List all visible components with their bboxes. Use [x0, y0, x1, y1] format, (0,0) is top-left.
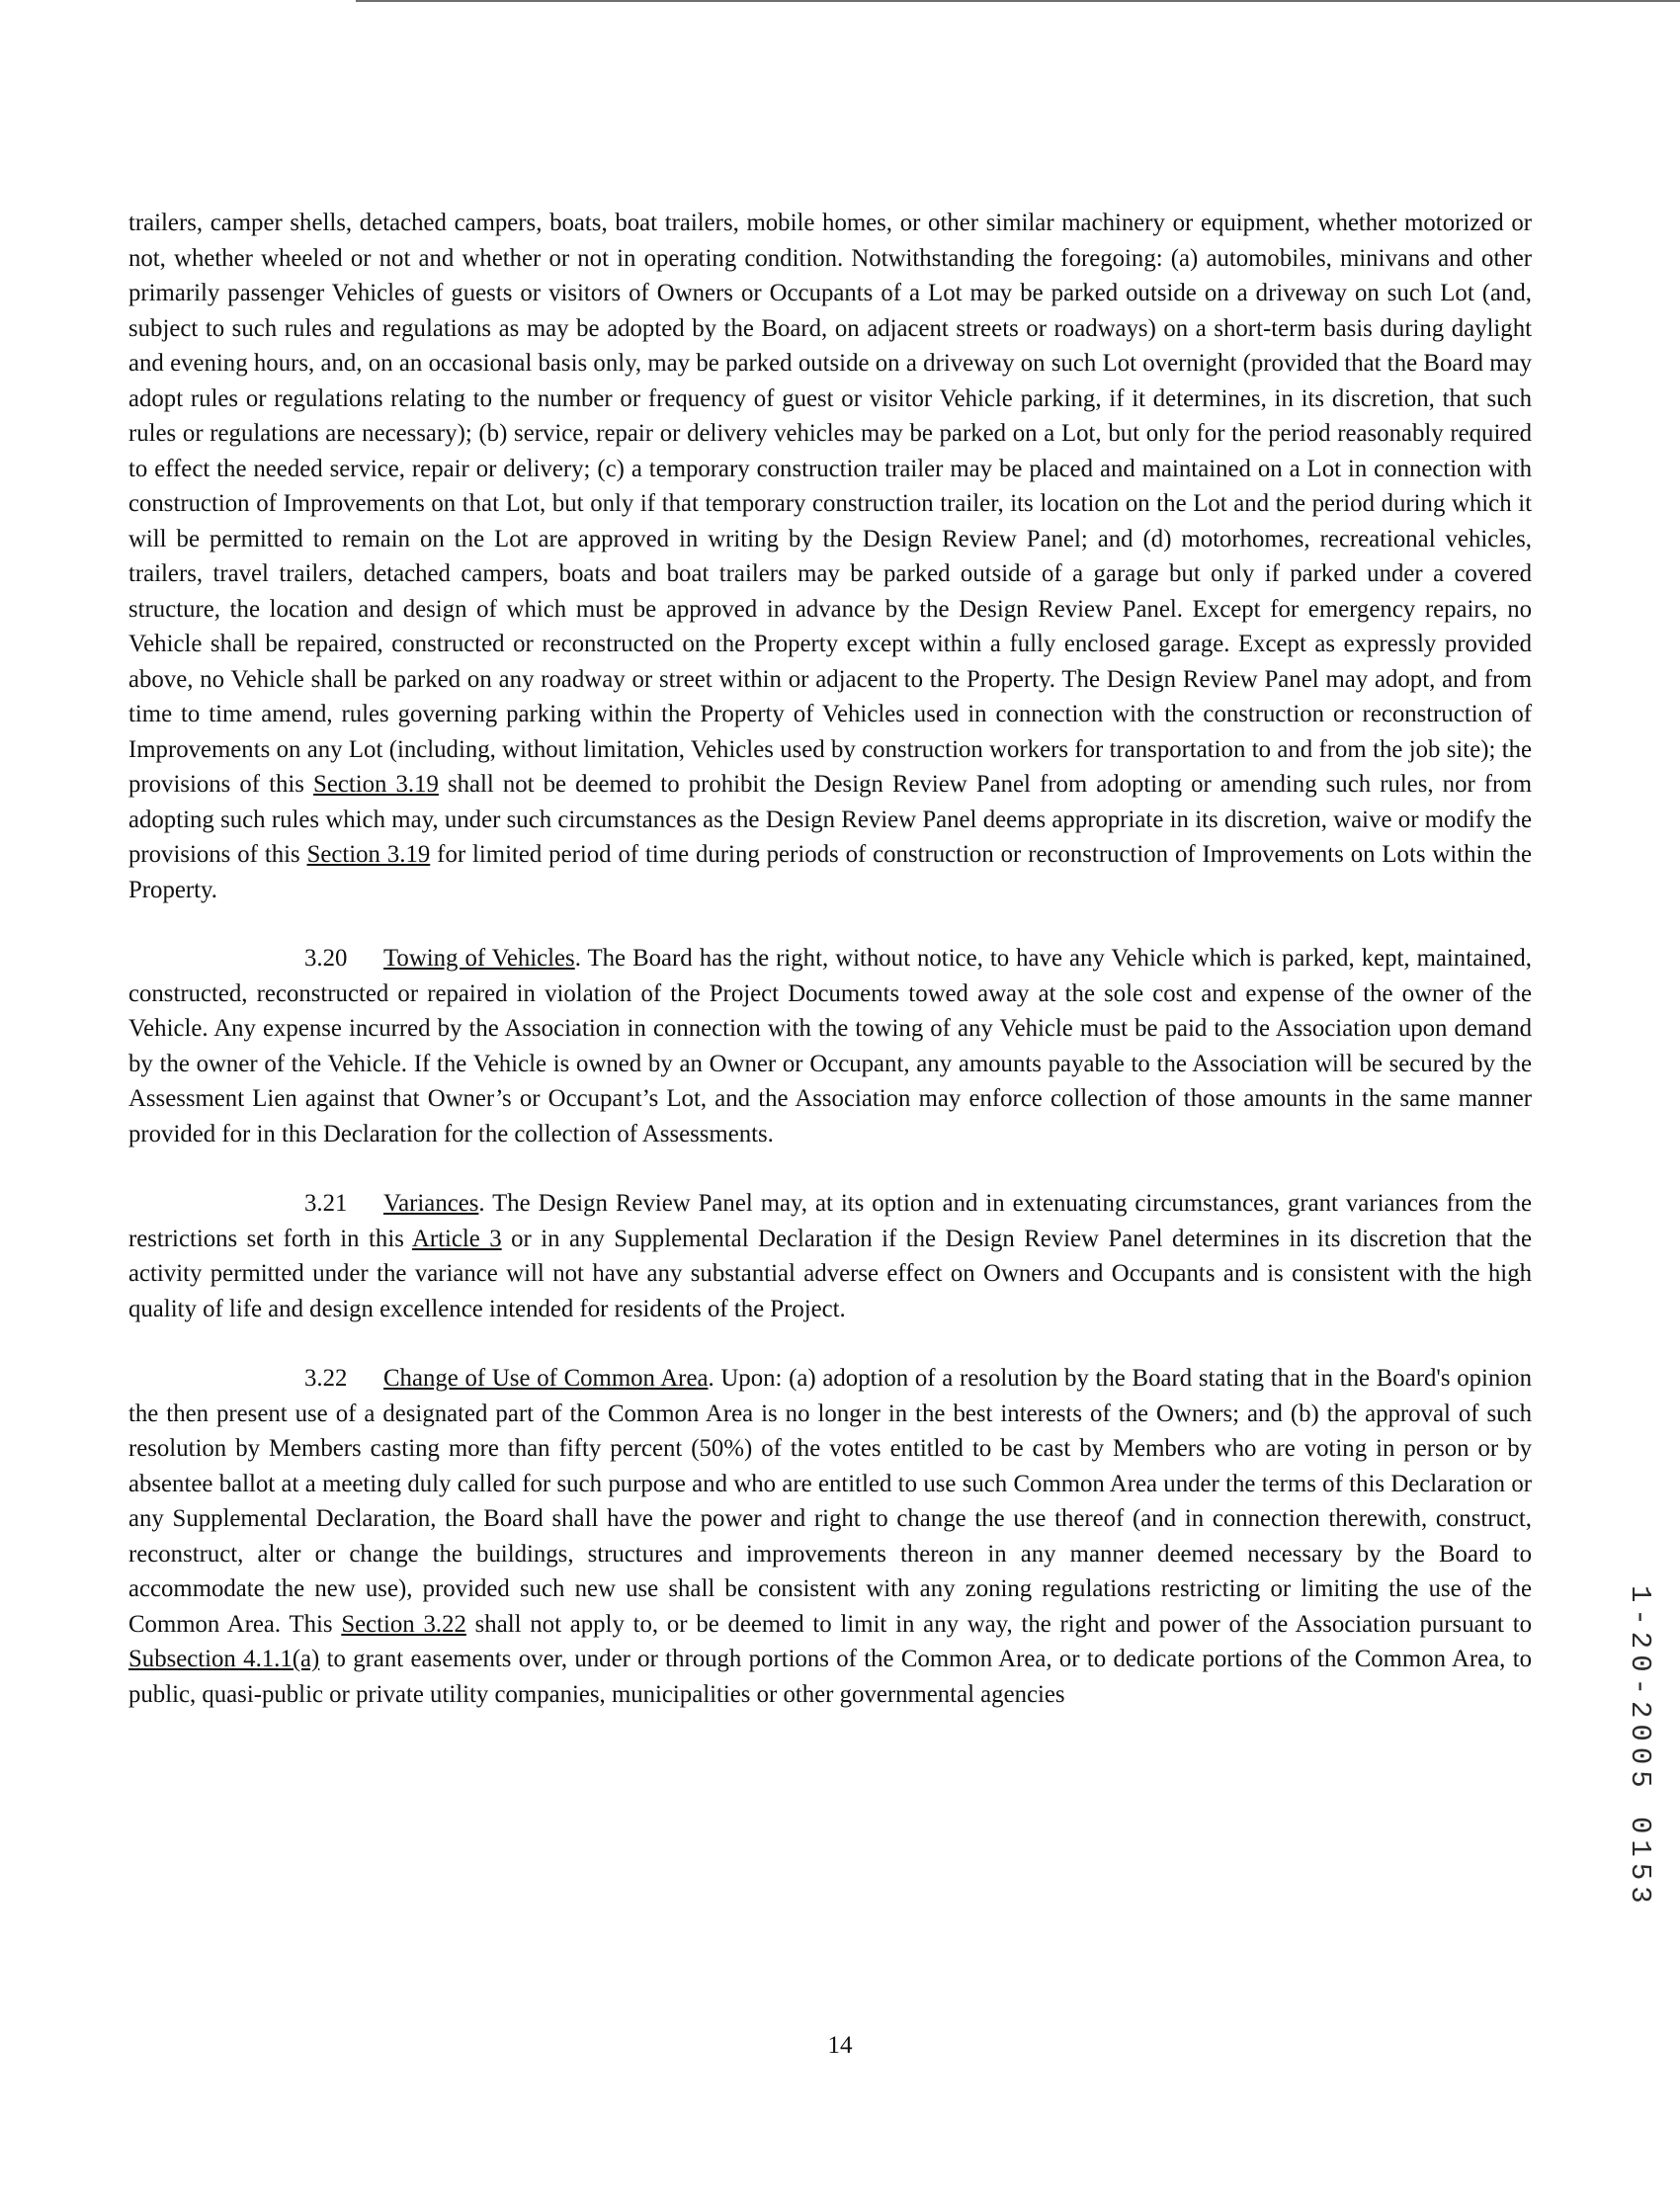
section-text: to grant easements over, under or through portions of the Common Area, or to dedicate portions of the Common Area, to public, quasi-public or private utility companies, municipalities or other governmental agencies [128, 1646, 1532, 1708]
document-body [128, 206, 1532, 1746]
section-heading: Change of Use of Common Area [383, 1365, 709, 1392]
section-3-20 [128, 941, 1532, 1151]
article-reference: Article 3 [411, 1225, 502, 1252]
section-text: shall not apply to, or be deemed to limit in any way, the right and power of the Association pursuant to [465, 1610, 1532, 1638]
section-reference: Section 3.22 [341, 1610, 466, 1638]
paragraph-text: shall not be deemed to prohibit the Design Review Panel from adopting or amending such rules, nor from adopting such rules which may, under such circumstances as the Design Review Panel deems appropriate in its discretion, waive or modify the provisions of this [128, 771, 1532, 868]
section-number: 3.22 [304, 1365, 348, 1392]
section-text: or in any Supplemental Declaration if the Design Review Panel determines in its discretion that the activity permitted under the variance will not have any substantial adverse effect on Owners and Occupants and is consistent with the high quality of life and design excellence intended for residents of the Project. [128, 1225, 1532, 1322]
paragraph-text: for limited period of time during periods of construction or reconstruction of Improvements on Lots within the Property. [128, 841, 1532, 903]
paragraph-text: trailers, camper shells, detached campers, boats, boat trailers, mobile homes, or other similar machinery or equipment, whether motorized or not, whether wheeled or not and whether or not in operating condition. Notwithstanding the foregoing: (a) automobiles, minivans and other primarily passenger Vehicles of guests or visitors of Owners or Occupants of a Lot may be parked outside on a driveway on such Lot (and, subject to such rules and regulations as may be adopted by the Board, on adjacent streets or roadways) on a short-term basis during daylight and evening hours, and, on an occasional basis only, may be parked outside on a driveway on such Lot overnight (provided that the Board may adopt rules or regulations relating to the number or frequency of guest or visitor Vehicle parking, if it determines, in its discretion, that such rules or regulations are necessary); (b) service, repair or delivery vehicles may be parked on a Lot, but only for the period reasonably required to effect the needed service, repair or delivery; (c) a temporary construction trailer may be placed and maintained on a Lot in connection with construction of Improvements on that Lot, but only if that temporary construction trailer, its location on the Lot and the period during which it will be permitted to remain on the Lot are approved in writing by the Design Review Panel; and (d) motorhomes, recreational vehicles, trailers, travel trailers, detached campers, boats and boat trailers may be parked outside of a garage but only if parked under a covered structure, the location and design of which must be approved in advance by the Design Review Panel. Except for emergency repairs, no Vehicle shall be repaired, constructed or reconstructed on the Property except within a fully enclosed garage. Except as expressly provided above, no Vehicle shall be parked on any roadway or street within or adjacent to the Property. The Design Review Panel may adopt, and from time to time amend, rules governing parking within the Property of Vehicles used in connection with the construction or reconstruction of Improvements on any Lot (including, without limitation, Vehicles used by construction workers for transportation to and from the job site); the provisions of this [128, 210, 1532, 798]
page-number: 14 [827, 2032, 853, 2059]
recording-stamp: 1-20-2005 0153 [1624, 1585, 1656, 1909]
section-3-22 [128, 1361, 1532, 1712]
paragraph-vehicle-parking [128, 206, 1532, 907]
section-reference: Section 3.19 [306, 841, 431, 868]
section-number: 3.20 [304, 945, 348, 972]
section-text: . Upon: (a) adoption of a resolution by the Board stating that in the Board's opinion the then present use of a designated part of the Common Area is no longer in the best interests of the Owners; and (b) the approval of such resolution by Members casting more than fifty percent (50%) of the votes entitled to be cast by Members who are voting in person or by absentee ballot at a meeting duly called for such purpose and who are entitled to use such Common Area under the terms of this Declaration or any Supplemental Declaration, the Board shall have the power and right to change the use thereof (and in connection therewith, construct, reconstruct, alter or change the buildings, structures and improvements thereon in any manner deemed necessary by the Board to accommodate the new use), provided such new use shall be consistent with any zoning regulations restricting or limiting the use of the Common Area. This [128, 1365, 1532, 1638]
section-reference: Section 3.19 [313, 771, 439, 798]
subsection-reference: Subsection 4.1.1(a) [128, 1646, 320, 1672]
section-text: . The Board has the right, without notice, to have any Vehicle which is parked, kept, maintained, constructed, reconstructed or repaired in violation of the Project Documents towed away at the sole cost and expense of the owner of the Vehicle. Any expense incurred by the Association in connection with the towing of any Vehicle must be paid to the Association upon demand by the owner of the Vehicle. If the Vehicle is owned by an Owner or Occupant, any amounts payable to the Association will be secured by the Assessment Lien against that Owner’s or Occupant’s Lot, and the Association may enforce collection of those amounts in the same manner provided for in this Declaration for the collection of Assessments. [128, 945, 1532, 1147]
section-heading: Towing of Vehicles [383, 945, 575, 972]
section-number: 3.21 [304, 1190, 348, 1217]
section-text: . The Design Review Panel may, at its option and in extenuating circumstances, grant variances from the restrictions set forth in this [128, 1190, 1532, 1252]
section-3-21 [128, 1186, 1532, 1326]
section-heading: Variances [383, 1190, 479, 1217]
top-scan-edge [356, 0, 1680, 2]
